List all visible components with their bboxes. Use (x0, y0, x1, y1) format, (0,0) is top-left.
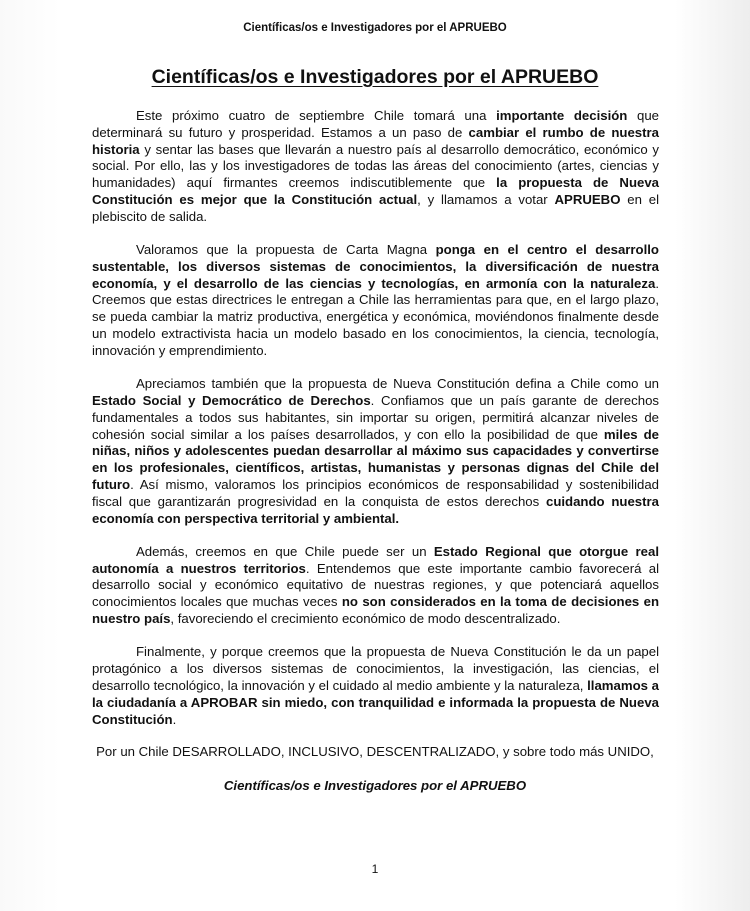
bold-text-run: APRUEBO (554, 191, 621, 207)
bold-text-run: cambiar el rumbo de nuestra historia (92, 124, 659, 157)
text-run: Valoramos que la propuesta de Carta Magna (136, 242, 436, 258)
text-run: , favoreciendo el crecimiento económico de modo descentralizado. (170, 611, 561, 627)
closing-line: Por un Chile DESARROLLADO, INCLUSIVO, DESCENTRALIZADO, y sobre todo más UNIDO, (96, 744, 654, 759)
text-run: que determinará su futuro y prosperidad. Estamos a un paso de (92, 108, 659, 140)
signature: Científicas/os e Investigadores por el APRUEBO (223, 778, 527, 793)
text-run: . Entendemos que este importante cambio favorecerá al desarrollo social y económico equitativo de nuestras regiones, y que potenciará aquellos conocimientos locales que muchas veces (92, 560, 659, 610)
running-header: Científicas/os e Investigadores por el APRUEBO (243, 22, 507, 34)
text-run: . Creemos que estas directrices le entregan a Chile las herramientas para que, en el largo plazo, se pueda cambiar la matriz productiva, energética y económica, moviéndonos finalmente desde un modelo extractivista hacia un modelo basado en los conocimientos, la ciencia, tecnología, innovación y emprendimiento. (92, 275, 659, 358)
text-run: , y llamamos a votar (417, 191, 555, 207)
text-run: . Así mismo, valoramos los principios económicos de responsabilidad y sostenibilidad fiscal que garantizarán progresividad en la conquista de estos derechos (92, 476, 659, 509)
paragraph-3 (92, 376, 659, 527)
bold-text-run: la propuesta de Nueva Constitución es mejor que la Constitución actual (92, 175, 660, 207)
text-run: Además, creemos en que Chile puede ser un (136, 543, 434, 559)
text-run: Finalmente, y porque creemos que la propuesta de Nueva Constitución le da un papel protagónico a los diversos sistemas de conocimientos, la investigación, las ciencias, el desarrollo tecnológico, la innovación y el cuidado al medio ambiente y la naturaleza, (92, 644, 659, 693)
paragraph-2 (92, 242, 659, 360)
text-run: Apreciamos también que la propuesta de Nueva Constitución defina a Chile como un (136, 376, 659, 392)
text-run: y sentar las bases que llevarán a nuestro país al desarrollo democrático, económico y social. Por ello, las y los investigadores de todas las áreas del conocimiento (artes, ciencias y humanidades) aquí firmantes creemos indiscutiblemente que (92, 141, 659, 191)
bold-text-run: Estado Regional que otorgue real autonomía a nuestros territorios (92, 543, 659, 576)
text-run: en el plebiscito de salida. (92, 191, 660, 224)
bold-text-run: no son considerados en la toma de decisiones en nuestro país (92, 594, 660, 627)
bold-text-run: llamamos a la ciudadanía a APROBAR sin miedo, con tranquilidad e informada la propuesta de Nueva Constitución (92, 677, 659, 727)
text-run: Este próximo cuatro de septiembre Chile tomará una (136, 108, 497, 123)
page-number: 1 (371, 862, 379, 876)
bold-text-run: cuidando nuestra economía con perspectiva territorial y ambiental. (92, 493, 659, 526)
bold-text-run: Estado Social y Democrático de Derechos (92, 392, 371, 408)
paragraph-5 (92, 644, 659, 728)
text-run: . Confiamos que un país garante de derechos fundamentales a todos sus habitantes, sin importar su origen, permitirá alcanzar niveles de cohesión social similar a los países desarrollados, y con ello la posibilidad de que (92, 392, 659, 442)
bold-text-run: ponga en el centro el desarrollo sustentable, los diversos sistemas de conocimientos, la diversificación de nuestra economía, y el desarrollo de las ciencias y tecnologías, en armonía con la naturaleza (92, 242, 659, 291)
document-title: Científicas/os e Investigadores por el APRUEBO (151, 66, 599, 88)
paragraph-4 (92, 544, 659, 628)
paragraph-1 (92, 108, 659, 226)
bold-text-run: importante decisión (496, 108, 628, 123)
document-body (92, 108, 659, 745)
bold-text-run: miles de niñas, niños y adolescentes puedan desarrollar al máximo sus capacidades y convertirse en los profesionales, científicos, artistas, humanistas y personas dignas del Chile del futuro (92, 426, 659, 492)
text-run: . (172, 711, 177, 727)
